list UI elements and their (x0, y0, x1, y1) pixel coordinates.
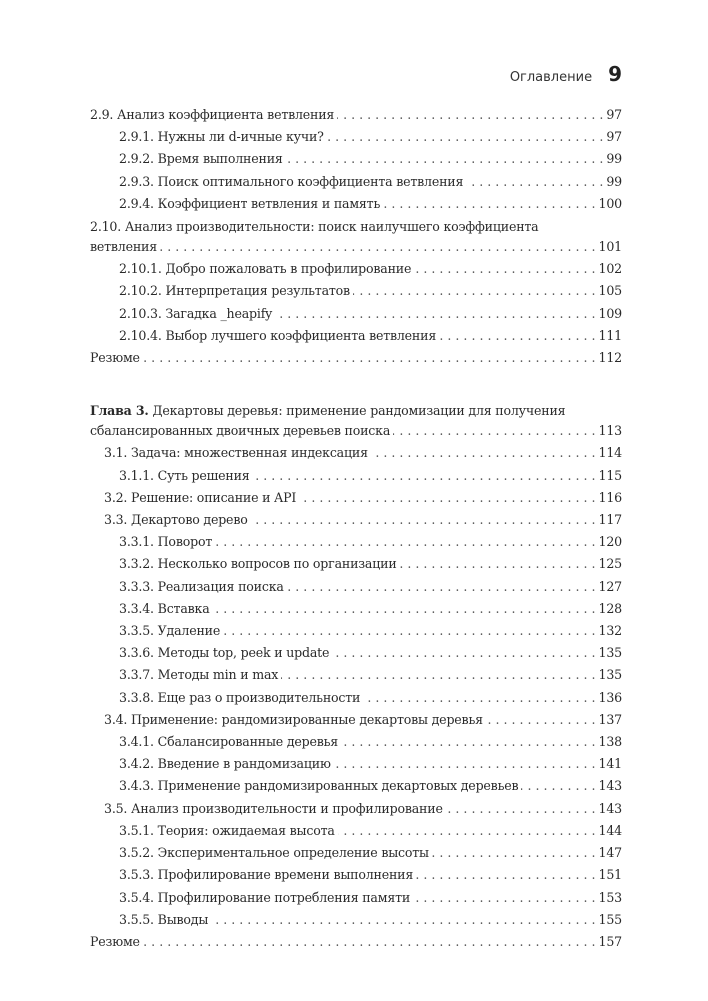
toc-entry-title: 3.1.1. Суть решения (119, 467, 250, 483)
dot-leader (251, 509, 596, 531)
toc-entry-row (119, 325, 622, 347)
toc-entry-title: ветвления (90, 239, 157, 255)
toc-entry[interactable] (90, 325, 622, 347)
toc-entry[interactable] (90, 909, 622, 931)
toc-entry-page: 97 (606, 129, 622, 145)
toc-entry[interactable] (90, 753, 622, 775)
dot-leader (400, 553, 596, 575)
toc-entry-title: 3.4. Применение: рандомизированные декартовы деревья (104, 711, 483, 727)
toc-entry-page: 115 (598, 467, 622, 483)
toc-entry[interactable] (90, 442, 622, 464)
toc-entry-row (90, 347, 622, 369)
toc-entry-page: 153 (598, 889, 622, 905)
dot-leader (287, 576, 596, 598)
toc-entry-title: 2.9.2. Время выполнения (119, 151, 283, 167)
dot-leader (223, 620, 595, 642)
toc-entry-title: Резюме (90, 350, 140, 366)
dot-leader (275, 303, 595, 325)
toc-entry[interactable] (90, 347, 622, 369)
toc-entry[interactable] (90, 171, 622, 193)
toc-entry-title: 2.9.4. Коэффициент ветвления и память (119, 195, 381, 211)
toc-entry-page: 111 (598, 327, 622, 343)
toc-entry[interactable] (90, 258, 622, 280)
dot-leader (521, 775, 595, 797)
toc-entry[interactable] (90, 193, 622, 215)
toc-entry-title: 3.5.2. Экспериментальное определение высоты (119, 845, 429, 861)
toc-entry-row (119, 753, 622, 775)
toc-entry-row (90, 236, 622, 258)
toc-entry-page: 99 (606, 151, 622, 167)
toc-entry-row (119, 909, 622, 931)
dot-leader (337, 104, 603, 126)
toc-entry-row (119, 598, 622, 620)
dot-leader (332, 642, 595, 664)
toc-entry[interactable] (90, 931, 622, 953)
dot-leader (393, 420, 595, 442)
toc-entry-title: 3.5.3. Профилирование времени выполнения (119, 867, 414, 883)
table-of-contents (90, 104, 622, 953)
toc-entry-row (119, 126, 622, 148)
toc-entry-page: 99 (606, 173, 622, 189)
toc-entry-row (119, 820, 622, 842)
toc-entry[interactable] (90, 820, 622, 842)
toc-entry[interactable] (90, 576, 622, 598)
dot-leader (414, 258, 595, 280)
toc-entry-row (90, 420, 622, 442)
dot-leader (211, 909, 595, 931)
toc-group (90, 401, 622, 953)
dot-leader (143, 347, 596, 369)
toc-entry-title: 3.3.3. Реализация поиска (119, 578, 284, 594)
toc-entry-row (119, 664, 622, 686)
toc-entry-page: 143 (598, 778, 622, 794)
running-header-title: Оглавление (509, 70, 593, 85)
toc-entry-page: 135 (598, 645, 622, 661)
toc-entry-title: 3.4.1. Сбалансированные деревья (119, 734, 339, 750)
dot-leader (371, 442, 596, 464)
toc-entry-row (104, 509, 622, 531)
toc-entry[interactable] (90, 709, 622, 731)
dot-leader (281, 664, 595, 686)
toc-entry[interactable] (90, 303, 622, 325)
toc-entry-row (104, 709, 622, 731)
toc-entry-title: 3.5.1. Теория: ожидаемая высота (119, 822, 335, 838)
toc-group (90, 104, 622, 369)
toc-entry-row (119, 842, 622, 864)
toc-entry-row (90, 931, 622, 953)
dot-leader (439, 325, 595, 347)
toc-entry-title: 3.5. Анализ производительности и профилирование (104, 800, 443, 816)
toc-entry[interactable] (90, 842, 622, 864)
toc-entry-title: 3.2. Решение: описание и API (104, 489, 297, 505)
dot-leader (213, 598, 596, 620)
page-number: 9 (608, 62, 622, 86)
dot-leader (432, 842, 596, 864)
toc-entry-page: 114 (598, 445, 622, 461)
toc-entry-page: 128 (598, 600, 622, 616)
toc-entry[interactable] (90, 598, 622, 620)
toc-entry-row (119, 864, 622, 886)
toc-entry-title: 2.10.4. Выбор лучшего коэффициента ветвления (119, 327, 437, 343)
toc-entry-title: 3.5.4. Профилирование потребления памяти (119, 889, 411, 905)
toc-entry-title-part: 2.10. Анализ производительности: поиск наилучшего коэффициента (90, 219, 539, 235)
toc-entry-title: 3.1. Задача: множественная индексация (104, 445, 368, 461)
toc-entry-row (119, 620, 622, 642)
toc-entry-row (119, 775, 622, 797)
toc-entry-row (119, 465, 622, 487)
toc-entry-page: 141 (598, 756, 622, 772)
toc-entry-row (90, 104, 622, 126)
toc-entry-row (119, 171, 622, 193)
dot-leader (413, 887, 596, 909)
toc-entry-page: 102 (598, 261, 622, 277)
toc-entry-page: 116 (598, 489, 622, 505)
toc-entry-page: 151 (598, 867, 622, 883)
dot-leader (299, 487, 595, 509)
toc-entry[interactable] (90, 887, 622, 909)
toc-entry-title: 3.3. Декартово дерево (104, 512, 248, 528)
toc-entry-row (119, 193, 622, 215)
toc-entry-title: 2.10.3. Загадка _heapify (119, 305, 273, 321)
toc-entry-title: Резюме (90, 933, 140, 949)
toc-entry-row (104, 798, 622, 820)
toc-entry-title-line (90, 217, 622, 236)
toc-entry-page: 112 (598, 350, 622, 366)
dot-leader (215, 531, 595, 553)
toc-entry-title-line (90, 401, 622, 420)
toc-entry-page: 109 (598, 305, 622, 321)
toc-entry-page: 144 (598, 822, 622, 838)
toc-entry-page: 100 (598, 195, 622, 211)
toc-entry-row (119, 887, 622, 909)
dot-leader (143, 931, 596, 953)
toc-entry-page: 143 (598, 800, 622, 816)
dot-leader (446, 798, 596, 820)
toc-entry-row (119, 258, 622, 280)
toc-entry-title: 3.4.2. Введение в рандомизацию (119, 756, 331, 772)
toc-entry[interactable] (90, 531, 622, 553)
toc-entry-row (119, 576, 622, 598)
dot-leader (286, 148, 604, 170)
dot-leader (466, 171, 603, 193)
toc-entry-title: 3.5.5. Выводы (119, 911, 209, 927)
toc-entry-title: 2.9.1. Нужны ли d-ичные кучи? (119, 129, 324, 145)
toc-entry-title: 3.3.2. Несколько вопросов по организации (119, 556, 397, 572)
toc-entry-page: 157 (598, 933, 622, 949)
toc-entry-page: 138 (598, 734, 622, 750)
toc-entry[interactable] (90, 798, 622, 820)
toc-entry-title: 3.4.3. Применение рандомизированных декартовых деревьев (119, 778, 519, 794)
toc-entry[interactable] (90, 104, 622, 126)
toc-entry-page: 137 (598, 711, 622, 727)
toc-entry-title-part: Декартовы деревья: применение рандомизации для получения (152, 403, 566, 419)
toc-entry-row (119, 731, 622, 753)
toc-entry[interactable] (90, 731, 622, 753)
toc-entry[interactable] (90, 775, 622, 797)
dot-leader (363, 687, 595, 709)
toc-entry-row (119, 553, 622, 575)
dot-leader (327, 126, 604, 148)
toc-entry-title: 3.3.7. Методы min и max (119, 667, 279, 683)
toc-entry-page: 117 (598, 512, 622, 528)
toc-entry-title: 3.3.5. Удаление (119, 623, 221, 639)
toc-entry-page: 120 (598, 534, 622, 550)
dot-leader (338, 820, 596, 842)
dot-leader (383, 193, 595, 215)
toc-entry[interactable] (90, 687, 622, 709)
toc-entry-row (119, 642, 622, 664)
dot-leader (341, 731, 595, 753)
toc-entry[interactable] (90, 620, 622, 642)
toc-entry-page: 127 (598, 578, 622, 594)
toc-entry-title: 2.9.3. Поиск оптимального коэффициента ветвления (119, 173, 464, 189)
toc-entry[interactable] (90, 126, 622, 148)
toc-entry-page: 101 (598, 239, 622, 255)
toc-entry-title: 3.3.6. Методы top, peek и update (119, 645, 330, 661)
running-header (510, 62, 622, 86)
dot-leader (353, 280, 596, 302)
toc-entry[interactable] (90, 642, 622, 664)
toc-entry-title: сбалансированных двоичных деревьев поиска (90, 423, 391, 439)
toc-entry[interactable] (90, 487, 622, 509)
toc-entry-row (104, 487, 622, 509)
toc-entry-page: 147 (598, 845, 622, 861)
toc-entry-title: 3.3.8. Еще раз о производительности (119, 689, 361, 705)
toc-entry[interactable] (90, 553, 622, 575)
toc-entry[interactable] (90, 509, 622, 531)
toc-entry[interactable] (90, 864, 622, 886)
toc-entry-row (104, 442, 622, 464)
toc-entry-row (119, 687, 622, 709)
toc-entry[interactable] (90, 664, 622, 686)
toc-entry-page: 113 (598, 423, 622, 439)
toc-entry-title: 3.3.4. Вставка (119, 600, 210, 616)
dot-leader (416, 864, 595, 886)
toc-entry-title: 3.3.1. Поворот (119, 534, 213, 550)
toc-entry-title: 2.10.2. Интерпретация результатов (119, 283, 350, 299)
chapter-label: Глава 3. (90, 403, 149, 419)
dot-leader (334, 753, 596, 775)
toc-entry-title: 2.9. Анализ коэффициента ветвления (90, 107, 335, 122)
toc-entry[interactable] (90, 148, 622, 170)
toc-entry[interactable] (90, 401, 622, 442)
toc-entry-row (119, 280, 622, 302)
toc-entry-page: 125 (598, 556, 622, 572)
toc-entry[interactable] (90, 465, 622, 487)
dot-leader (160, 236, 596, 258)
toc-entry-page: 136 (598, 689, 622, 705)
toc-entry-page: 135 (598, 667, 622, 683)
toc-entry-row (119, 531, 622, 553)
toc-entry-title: 2.10.1. Добро пожаловать в профилирование (119, 261, 412, 277)
toc-entry[interactable] (90, 280, 622, 302)
toc-entry-page: 105 (598, 283, 622, 299)
dot-leader (486, 709, 596, 731)
toc-entry-page: 97 (606, 107, 622, 122)
toc-entry-row (119, 148, 622, 170)
toc-entry-page: 132 (598, 623, 622, 639)
toc-entry-page: 155 (598, 911, 622, 927)
toc-entry-row (119, 303, 622, 325)
toc-entry[interactable] (90, 217, 622, 258)
dot-leader (253, 465, 596, 487)
